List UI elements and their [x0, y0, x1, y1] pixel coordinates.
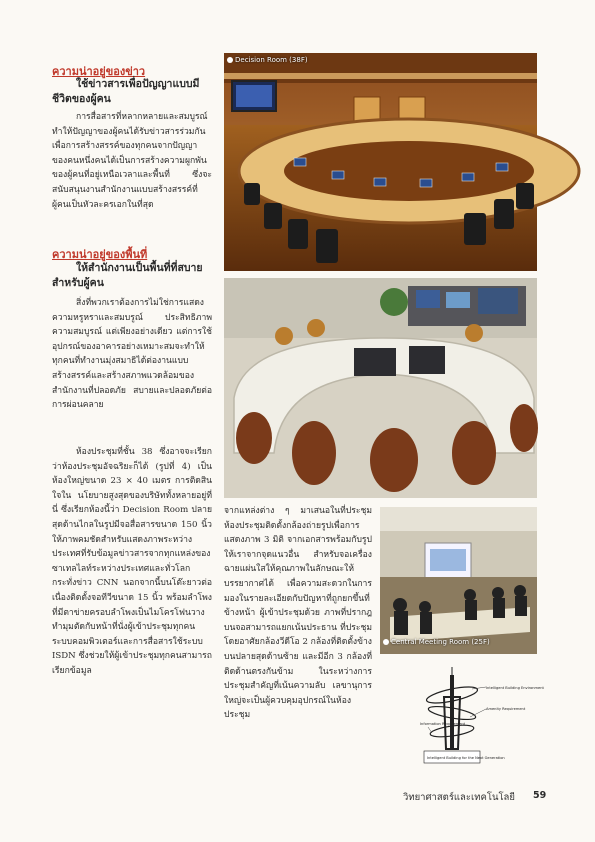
meeting-room-photo	[224, 278, 537, 498]
diagram-label-amenity: Amenity Requirement	[486, 707, 526, 711]
section2-body-1: สิ่งที่พวกเราต้องการไม่ใช่การแสดงความหรูหราและสมบรูณ์ ประสิทธิภาพความสมบูรณ์ แต่เพียงอย่างเดียว แต่การใช้อุปกรณ์ของอาคารอย่างเหมาะสมจะทำให้ทุกคนที่ทำงานมุ่งสมาธิได้ต่องานแบบสร้างสรรค์และสร้างสภาพแวดล้อมของสำนักงานที่ปลอดภัย สบายและปลอดภัยต่อการผ่อนคลาย	[52, 298, 212, 411]
meeting-room-image	[224, 278, 537, 498]
intelligent-building-diagram	[420, 667, 544, 767]
section2-heading: ความน่าอยู่ของพื้นที่	[52, 248, 148, 261]
section2-subheading: ให้สำนักงานเป็นพื้นที่ที่สบายสำหรับผู้คน	[52, 262, 203, 289]
decision-room-caption: Decision Room (38F)	[227, 56, 308, 64]
building-diagram-graphic	[420, 667, 544, 767]
central-meeting-room-image	[380, 507, 537, 654]
decision-room-photo	[224, 53, 537, 271]
section1-subheading: ใช้ข่าวสารเพื่อปัญญาแบบมีชีวิตของผู้คน	[52, 78, 200, 105]
journal-title: วิทยาศาสตร์และเทคโนโลยี	[403, 792, 515, 803]
caption-bullet-icon	[383, 639, 389, 645]
section2-body-2: ห้องประชุมที่ชั้น 38 ซึ่งอาจจะเรียกว่าห้องประชุมอัจฉริยะก็ได้ (รูปที่ 4) เป็นห้องใหญ่ขนาด 23 × 40 เมตร การติดสินใจใน นโยบายสูงสุดของบริษัททั้งหลายอยู่ที่นี่ ซึ่งเรียกห้องนี้ว่า Decision Room ปลายสุดด้านไกลในรูปมีจอสื่อสารขนาด 150 นิ้ว ให้ภาพคมชัดสำหรับแสดงภาพระหว่างประเทศที่รับข้อมูลข่าวสารจากทุกแหล่งของซาเทลไลท์ระหว่างประเทศและทั่วโลกกระทั่งข่าว CNN นอกจากนี้บนโต๊ะยาวต่อเนื่องติดตั้งจอทีวีขนาด 15 นิ้ว พร้อมลำโพงที่มีตาข่ายครอบลำโพงเป็นไมโครโฟนวางทำมุมตัดกับหน้าที่นั่งผู้เข้าประชุมทุกคน ระบบคอมพิวเตอร์และการสื่อสารใช้ระบบ ISDN ซึ่งช่วยให้ผู้เข้าประชุมทุกคนสามารถเรียกข้อมูล	[52, 447, 212, 676]
diagram-label-environment: Intelligent Building Environment	[486, 686, 544, 690]
caption-bullet-icon	[227, 57, 233, 63]
diagram-label-title: Intelligent Building for the Next Generation	[427, 756, 505, 760]
diagram-label-information: Information Requirement	[420, 722, 466, 726]
central-meeting-room-caption: Central Meeting Room (25F)	[383, 638, 490, 646]
decision-room-image	[224, 53, 537, 271]
section2-body-3: จากแหล่งต่าง ๆ มาเสนอในที่ประชุม ห้องประชุมติดตั้งกล้องถ่ายรูปเพื่อการแสดงภาพ 3 มิติ จากเอกสารพร้อมกับรูปให้เราจากจุดแนวอื่น สำหรับจอเครื่องฉายแผ่นใสให้คุณภาพในลักษณะให้บรรยากาศได้ เพื่อความสะดวกในการมองในรายละเอียดกับปัญหาที่ถูกยกขึ้นที่ข้างหน้า ผู้เข้าประชุมด้วย ภาพที่ปรากฎบนจอสามารถแยกเน้นประธาน ที่ประชุม โดยอาศัยกล้องวีดีโอ 2 กล้องที่ติดตั้งข้างบนปลายสุดด้านซ้าย และมีอีก 3 กล้องที่ติดด้านตรงกันข้าม ในระหว่างการประชุมสำคัญที่เน้นความลับ เลขานุการใหญ่จะเป็นผู้ควบคุมอุปกรณ์ในห้องประชุม	[224, 506, 372, 721]
section1-heading: ความน่าอยู่ของข่าว	[52, 65, 146, 78]
section1-body: การสื่อสารที่หลากหลายและสมบูรณ์ทำให้ปัญญาของผู้คนได้รับข่าวสารร่วมกัน เพื่อการสร้างสรรค์ของทุกคนจากปัญญาของคนหนึ่งคนได้เป็นการสร้างความผูกพันของผู้คนที่อยู่เหนือเวลาและพื้นที่ ซึ่งจะสนับสนุนงานสำนักงานแบบสร้างสรรค์ที่ผู้คนเป็นหัวละครเอกในที่สุด	[52, 112, 212, 210]
central-meeting-room-photo	[380, 507, 537, 654]
page-number: 59	[533, 790, 547, 801]
